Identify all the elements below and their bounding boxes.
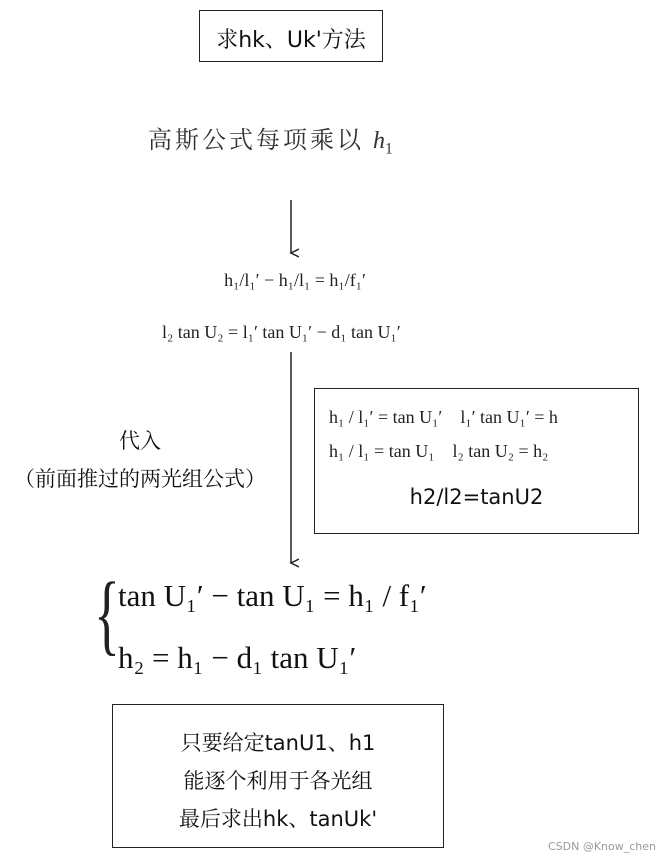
- gauss-formula-line-1-var: h: [373, 128, 385, 154]
- gauss-formula-line-1-sub: 1: [385, 140, 396, 158]
- derived-formula-line: l₂ tan U₂ = l₁′ tan U₁′ − d₁ tan U₁′: [162, 322, 401, 342]
- substitution-label-line-2: （前面推过的两光组公式）: [14, 467, 266, 491]
- relation-row-2: h₁ / l₁ = tan U₁ l₂ tan U₂ = h₂: [329, 441, 549, 461]
- system-equation-2: h₂ = h₁ − d₁ tan U₁′: [118, 640, 357, 675]
- system-equation-1: tan U₁′ − tan U₁ = h₁ / f₁′: [118, 578, 427, 613]
- system-brace: {: [94, 565, 120, 664]
- relation-row-1: h₁ / l₁′ = tan U₁′ l₁′ tan U₁′ = h: [329, 407, 558, 427]
- substitution-label-line-1: 代入: [119, 429, 161, 453]
- conclusion-line-1: 只要给定tanU1、h1: [180, 731, 376, 755]
- conclusion-line-2: 能逐个利用于各光组: [183, 769, 373, 793]
- gauss-formula-line-1-text: 高斯公式每项乘以: [148, 128, 364, 154]
- gauss-fraction-formula: h₁/l₁′ − h₁/l₁ = h₁/f₁′: [224, 270, 366, 290]
- title-text: 求hk、Uk'方法: [216, 28, 366, 53]
- relation-row-3: h2/l2=tanU2: [409, 485, 544, 509]
- conclusion-line-3: 最后求出hk、tanUk': [178, 807, 378, 831]
- watermark: CSDN @Know_chen: [547, 840, 656, 853]
